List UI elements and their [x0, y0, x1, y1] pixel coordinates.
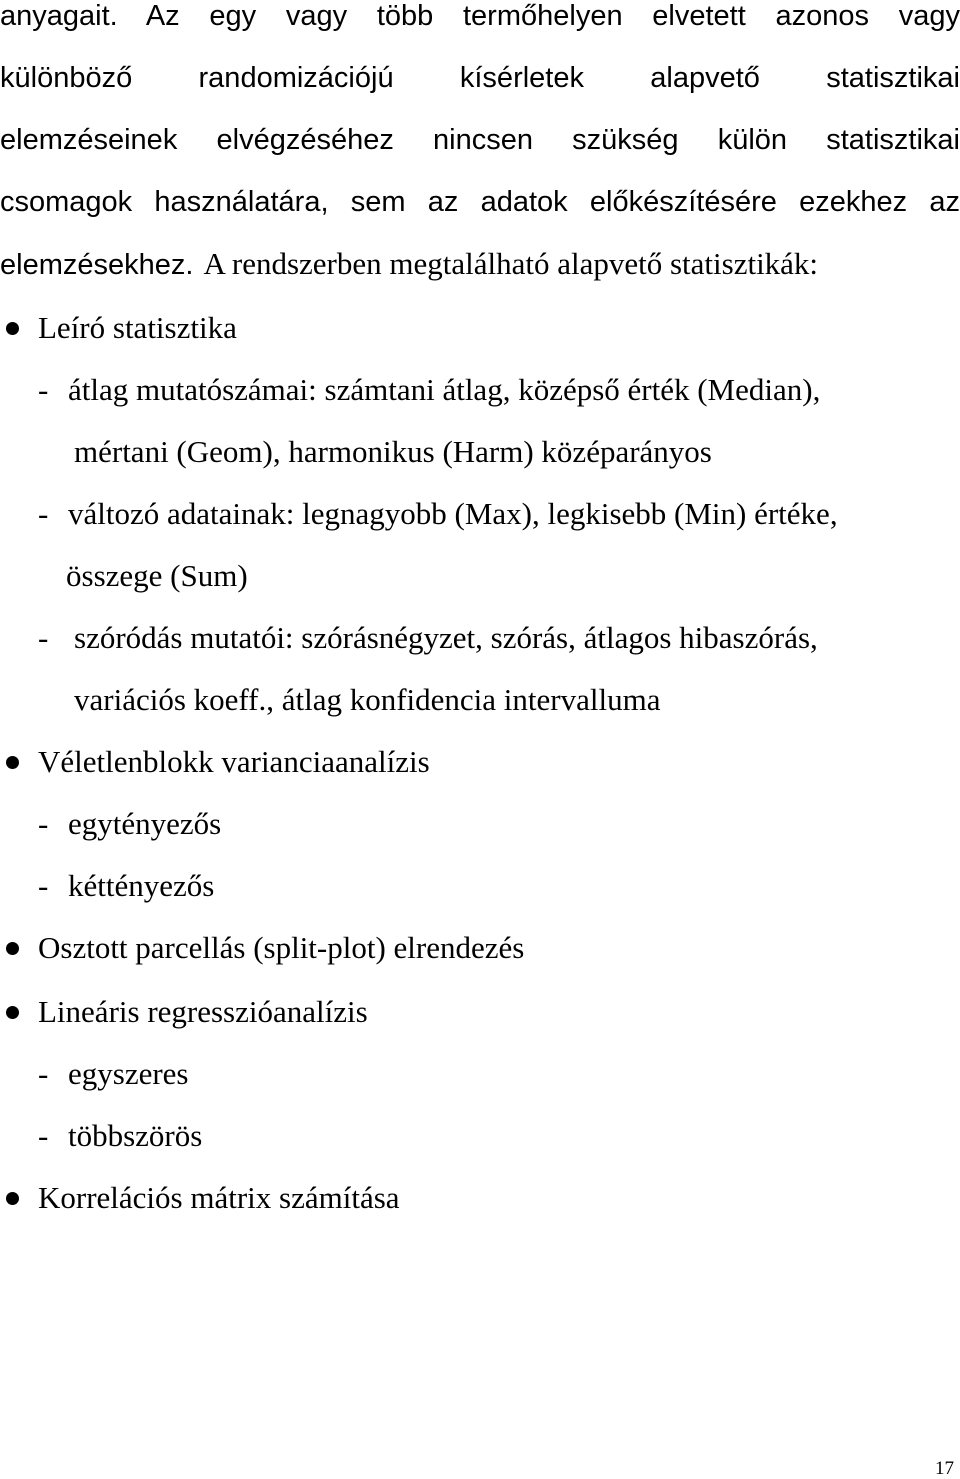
list-item-label: Korrelációs mátrix számítása [38, 1180, 400, 1215]
bullet-dot-icon [6, 1006, 19, 1019]
list-subitem-continuation: összege (Sum) [66, 558, 248, 593]
list-subitem-dash: - [38, 1056, 49, 1091]
list-subitem-continuation: variációs koeff., átlag konfidencia intervalluma [74, 682, 661, 717]
list-subitem-dash: - [38, 372, 49, 407]
bullet-dot-icon [6, 1192, 19, 1205]
list-subitem-text: egytényezős [68, 806, 222, 841]
list-subitem-continuation: mértani (Geom), harmonikus (Harm) középarányos [74, 434, 712, 469]
list-subitem-text: egyszeres [68, 1056, 189, 1091]
page-number: 17 [935, 1458, 954, 1479]
list-item-label: Lineáris regresszióanalízis [38, 994, 368, 1029]
paragraph-line: elemzéseinek elvégzéséhez nincsen szükség külön statisztikai [0, 124, 960, 156]
paragraph-line: csomagok használatára, sem az adatok előkészítésére ezekhez az [0, 186, 960, 218]
paragraph-line: anyagait. Az egy vagy több termőhelyen elvetett azonos vagy [0, 0, 960, 32]
list-subitem-text: változó adatainak: legnagyobb (Max), legkisebb (Min) értéke, [68, 496, 838, 531]
bullet-dot-icon [6, 322, 19, 335]
paragraph-line-sans-part: elemzésekhez. [0, 249, 194, 281]
list-subitem-text: többszörös [68, 1118, 203, 1153]
list-subitem-dash: - [38, 620, 49, 655]
paragraph-line [0, 248, 818, 280]
list-item-label: Osztott parcellás (split-plot) elrendezés [38, 930, 525, 965]
paragraph-line: különböző randomizációjú kísérletek alapvető statisztikai [0, 62, 960, 94]
bullet-dot-icon [6, 756, 19, 769]
list-item-label: Leíró statisztika [38, 310, 237, 345]
bullet-dot-icon [6, 942, 19, 955]
list-item-label: Véletlenblokk varianciaanalízis [38, 744, 430, 779]
list-subitem-dash: - [38, 1118, 49, 1153]
list-subitem-dash: - [38, 496, 49, 531]
list-subitem-text: átlag mutatószámai: számtani átlag, középső érték (Median), [68, 372, 821, 407]
list-subitem-text: kéttényezős [68, 868, 215, 903]
list-subitem-dash: - [38, 868, 49, 903]
paragraph-line-serif-part: A rendszerben megtalálható alapvető statisztikák: [203, 246, 819, 281]
list-subitem-dash: - [38, 806, 49, 841]
list-subitem-text: szóródás mutatói: szórásnégyzet, szórás, átlagos hibaszórás, [74, 620, 818, 655]
